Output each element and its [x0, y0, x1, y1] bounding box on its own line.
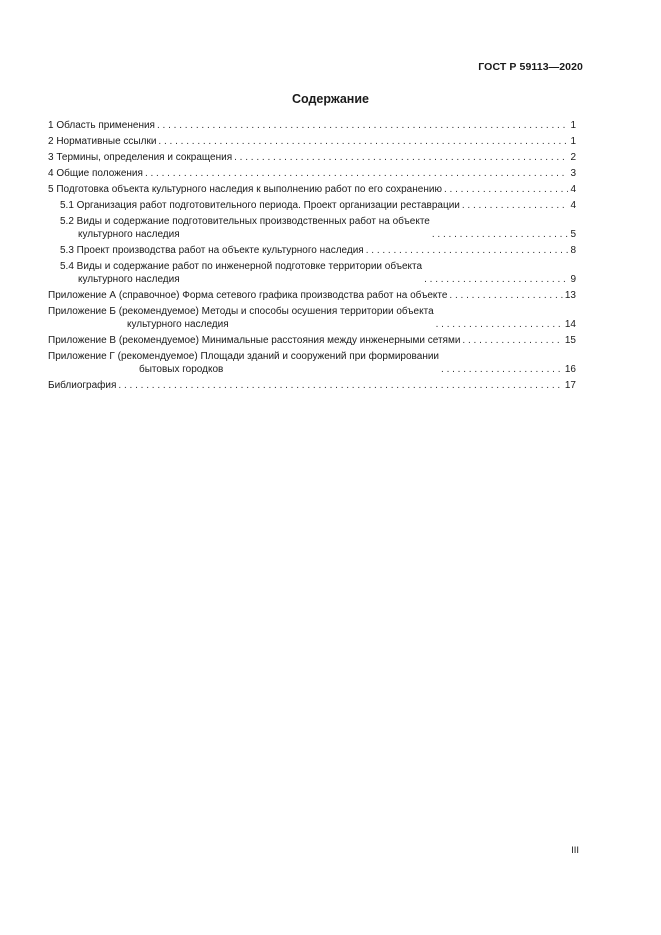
dot-leader: [157, 119, 568, 132]
toc-page-number: 8: [570, 245, 576, 256]
toc-entry-text: 3 Термины, определения и сокращения: [48, 152, 233, 163]
toc-entry-appendix-a[interactable]: [48, 289, 576, 302]
toc-entry-text: 5.1 Организация работ подготовительного периода. Проект организации реставрации: [60, 200, 460, 211]
dot-leader: [432, 228, 568, 241]
toc-entry-2[interactable]: [48, 135, 576, 148]
dot-leader: [424, 273, 568, 286]
toc-entry-text: 4 Общие положения: [48, 168, 143, 179]
toc-entry-appendix-b[interactable]: [48, 305, 576, 331]
toc-page-number: 14: [564, 319, 576, 330]
dot-leader: [234, 151, 568, 164]
toc-page-number: 1: [570, 120, 576, 131]
toc-entry-appendix-g[interactable]: [48, 350, 576, 376]
toc-entry-text-continued: культурного наследия: [78, 274, 180, 285]
dot-leader: [145, 167, 568, 180]
toc-entry-text: 5 Подготовка объекта культурного наследия к выполнению работ по его сохранению: [48, 184, 442, 195]
toc-entry-text: Библиография: [48, 380, 117, 391]
toc-entry-text: Приложение Б (рекомендуемое) Методы и способы осушения территории объекта: [48, 306, 434, 317]
toc-entry-5-4[interactable]: [48, 260, 576, 286]
toc-entry-text: 1 Область применения: [48, 120, 155, 131]
dot-leader: [366, 244, 568, 257]
toc-page-number: 1: [570, 136, 576, 147]
dot-leader: [462, 199, 568, 212]
dot-leader: [441, 363, 563, 376]
toc-entry-3[interactable]: [48, 151, 576, 164]
toc-entry-text-continued: культурного наследия: [78, 229, 180, 240]
toc-page-number: 16: [564, 364, 576, 375]
dot-leader: [449, 289, 562, 302]
toc-entry-text: 2 Нормативные ссылки: [48, 136, 157, 147]
toc-page-number: 3: [570, 168, 576, 179]
toc-page-number: 4: [570, 200, 576, 211]
toc-entry-text-continued: культурного наследия: [127, 319, 229, 330]
dot-leader: [436, 318, 563, 331]
toc-entry-text: 5.4 Виды и содержание работ по инженерной подготовке территории объекта: [60, 261, 423, 272]
toc-entry-text-continued: бытовых городков: [139, 364, 224, 375]
toc-entry-text: Приложение В (рекомендуемое) Минимальные расстояния между инженерными сетями: [48, 335, 461, 346]
toc-entry-text: 5.3 Проект производства работ на объекте культурного наследия: [60, 245, 364, 256]
toc-entry-5-3[interactable]: [48, 244, 576, 257]
toc-entry-5[interactable]: [48, 183, 576, 196]
dot-leader: [158, 135, 568, 148]
toc-page-number: 4: [570, 184, 576, 195]
toc-entry-text: 5.2 Виды и содержание подготовительных производственных работ на объекте: [60, 216, 430, 227]
toc-entry-bibliography[interactable]: [48, 379, 576, 392]
toc-page-number: 5: [570, 229, 576, 240]
toc-entry-1[interactable]: [48, 119, 576, 132]
dot-leader: [118, 379, 562, 392]
toc-page-number: 15: [564, 335, 576, 346]
page-folio: III: [571, 845, 579, 856]
toc-entry-5-1[interactable]: [48, 199, 576, 212]
document-code: ГОСТ Р 59113—2020: [478, 61, 583, 73]
toc-page-number: 9: [570, 274, 576, 285]
toc-page-number: 17: [564, 380, 576, 391]
toc-page-number: 2: [570, 152, 576, 163]
toc-entry-4[interactable]: [48, 167, 576, 180]
toc-entry-5-2[interactable]: [48, 215, 576, 241]
toc-entry-text: Приложение А (справочное) Форма сетевого графика производства работ на объекте: [48, 290, 448, 301]
toc-page-number: 13: [564, 290, 576, 301]
dot-leader: [444, 183, 568, 196]
toc-entry-appendix-v[interactable]: [48, 334, 576, 347]
table-of-contents: [48, 119, 576, 395]
toc-entry-text: Приложение Г (рекомендуемое) Площади зданий и сооружений при формировании: [48, 351, 440, 362]
toc-title: Содержание: [291, 92, 369, 106]
dot-leader: [462, 334, 562, 347]
